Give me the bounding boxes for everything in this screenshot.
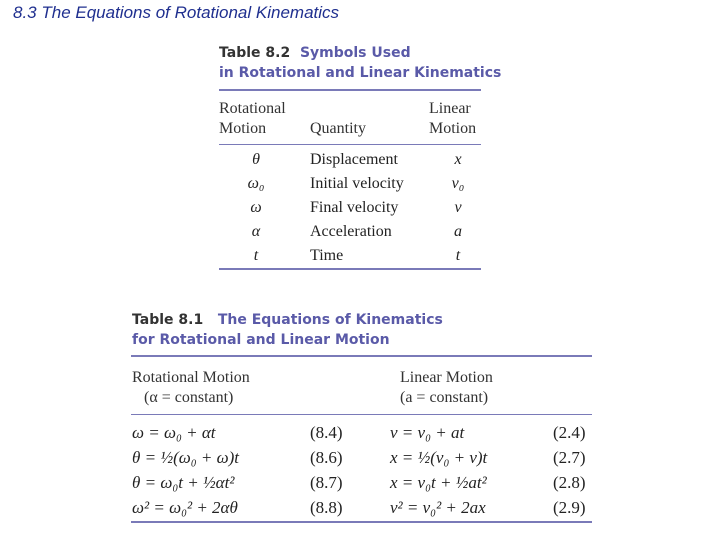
table-8-2-quantity-column bbox=[310, 148, 404, 268]
table-row: (2.9) bbox=[553, 498, 586, 517]
table-row: x bbox=[454, 151, 462, 168]
table-8-1-linear-numbers bbox=[553, 420, 586, 520]
table-row: θ = ω₀t + ½αt² bbox=[132, 473, 235, 492]
table-row: ω² = ω₀² + 2αθ bbox=[132, 498, 238, 517]
table-8-2-caption bbox=[219, 43, 501, 83]
table-row: (8.7) bbox=[310, 473, 343, 492]
table-8-2-header-linear: Linear Motion bbox=[429, 100, 477, 137]
table-8-2-label: Table 8.2 bbox=[219, 45, 291, 61]
table-row: t bbox=[253, 247, 259, 264]
table-row: (8.4) bbox=[310, 423, 343, 442]
table-row: v = v₀ + at bbox=[390, 423, 465, 442]
table-row: v bbox=[454, 199, 462, 216]
table-8-1-caption-line2: for Rotational and Linear Motion bbox=[132, 332, 390, 348]
table-row: ω = ω₀ + αt bbox=[132, 423, 216, 442]
table-row: Acceleration bbox=[310, 223, 392, 240]
table-8-1-label: Table 8.1 bbox=[132, 312, 204, 328]
table-row: (8.8) bbox=[310, 498, 343, 517]
table-8-1-caption bbox=[132, 310, 443, 350]
table-row: x = ½(v₀ + v)t bbox=[390, 448, 488, 467]
table-row: (2.8) bbox=[553, 473, 586, 492]
table-8-1-header-rotational: Rotational Motion (α = constant) bbox=[132, 369, 250, 406]
table-8-1-caption-line1: The Equations of Kinematics bbox=[217, 312, 443, 328]
table-8-2-header-rotational: Rotational Motion bbox=[219, 100, 286, 137]
table-8-2-caption-line1: Symbols Used bbox=[299, 45, 411, 61]
table-8-1-linear-equations bbox=[390, 420, 487, 520]
table-row: θ = ½(ω₀ + ω)t bbox=[132, 448, 240, 467]
table-8-1-header-linear: Linear Motion (a = constant) bbox=[400, 369, 493, 406]
table-8-2-header-rule bbox=[219, 144, 481, 145]
table-row: Final velocity bbox=[310, 199, 399, 216]
table-row: Initial velocity bbox=[310, 175, 404, 192]
table-row: t bbox=[455, 247, 461, 264]
table-row: α bbox=[251, 223, 261, 240]
table-row: a bbox=[454, 223, 462, 240]
table-row: Time bbox=[310, 247, 344, 264]
table-row: v₀ bbox=[451, 175, 465, 192]
table-8-2-header-quantity: Quantity bbox=[310, 120, 366, 137]
table-8-2-top-rule bbox=[219, 89, 481, 91]
table-row: (8.6) bbox=[310, 448, 343, 467]
table-row: (2.7) bbox=[553, 448, 586, 467]
table-row: θ bbox=[252, 151, 260, 168]
table-8-1-rotational-numbers bbox=[310, 420, 343, 520]
table-8-1-header-rule bbox=[131, 414, 592, 415]
table-8-2-rotational-column bbox=[244, 148, 268, 268]
table-row: ω₀ bbox=[247, 175, 265, 192]
table-row: x = v₀t + ½at² bbox=[390, 473, 487, 492]
table-8-2-caption-line2: in Rotational and Linear Kinematics bbox=[219, 65, 502, 81]
table-row: ω bbox=[250, 199, 262, 216]
table-8-2-bottom-rule bbox=[219, 268, 481, 270]
table-row: Displacement bbox=[310, 151, 398, 168]
table-8-1-top-rule bbox=[131, 355, 592, 357]
table-8-2-linear-column bbox=[446, 148, 470, 268]
table-8-1-rotational-equations bbox=[132, 420, 239, 520]
table-row: v² = v₀² + 2ax bbox=[390, 498, 486, 517]
slide-title: 8.3 The Equations of Rotational Kinematics bbox=[13, 3, 340, 22]
table-8-1-bottom-rule bbox=[131, 521, 592, 523]
table-row: (2.4) bbox=[553, 423, 586, 442]
